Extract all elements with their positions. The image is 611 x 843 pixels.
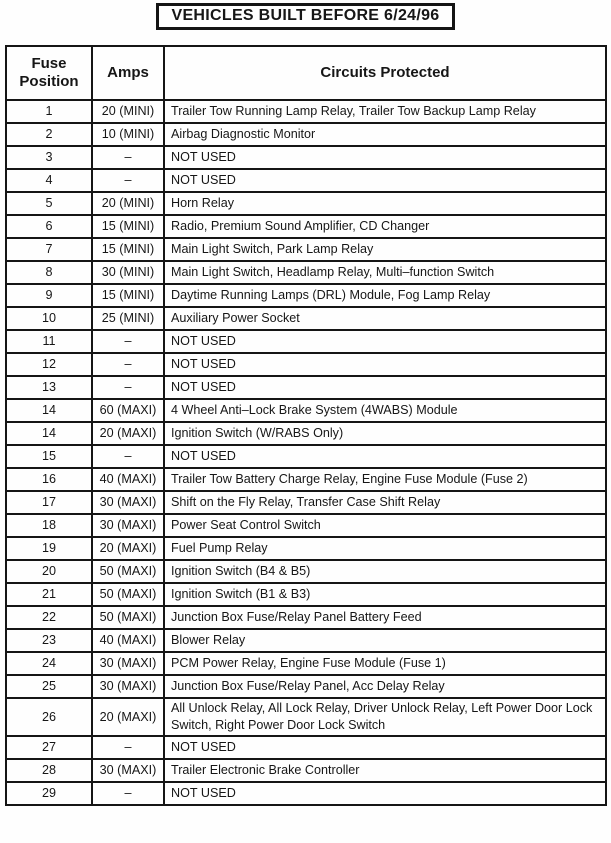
circuits-cell: Trailer Tow Battery Charge Relay, Engine Fuse Module (Fuse 2) (164, 468, 606, 491)
table-row (6, 330, 606, 353)
circuits-cell: Power Seat Control Switch (164, 514, 606, 537)
circuits-cell: Trailer Electronic Brake Controller (164, 759, 606, 782)
amps-cell: 15 (MINI) (92, 238, 164, 261)
fuse-position-cell: 22 (6, 606, 92, 629)
table-row (6, 146, 606, 169)
fuse-position-cell: 21 (6, 583, 92, 606)
amps-cell: 50 (MAXI) (92, 583, 164, 606)
circuits-cell: Radio, Premium Sound Amplifier, CD Changer (164, 215, 606, 238)
fuse-position-cell: 6 (6, 215, 92, 238)
table-row (6, 445, 606, 468)
fuse-table-body (6, 100, 606, 805)
page-title: VEHICLES BUILT BEFORE 6/24/96 (156, 3, 454, 30)
amps-cell: – (92, 376, 164, 399)
table-row (6, 353, 606, 376)
fuse-position-cell: 25 (6, 675, 92, 698)
circuits-cell: Airbag Diagnostic Monitor (164, 123, 606, 146)
fuse-position-cell: 2 (6, 123, 92, 146)
amps-cell: 50 (MAXI) (92, 560, 164, 583)
circuits-cell: Main Light Switch, Headlamp Relay, Multi–function Switch (164, 261, 606, 284)
amps-cell: 30 (MAXI) (92, 759, 164, 782)
amps-cell: – (92, 782, 164, 805)
table-row (6, 307, 606, 330)
circuits-cell: Main Light Switch, Park Lamp Relay (164, 238, 606, 261)
fuse-position-cell: 7 (6, 238, 92, 261)
circuits-cell: NOT USED (164, 353, 606, 376)
amps-cell: 30 (MINI) (92, 261, 164, 284)
fuse-position-cell: 23 (6, 629, 92, 652)
circuits-cell: NOT USED (164, 146, 606, 169)
circuits-cell: Ignition Switch (B4 & B5) (164, 560, 606, 583)
fuse-position-cell: 15 (6, 445, 92, 468)
table-row (6, 284, 606, 307)
table-row (6, 192, 606, 215)
amps-cell: 15 (MINI) (92, 284, 164, 307)
circuits-cell: Trailer Tow Running Lamp Relay, Trailer Tow Backup Lamp Relay (164, 100, 606, 123)
table-row (6, 514, 606, 537)
table-row (6, 652, 606, 675)
fuse-position-cell: 24 (6, 652, 92, 675)
circuits-cell: Auxiliary Power Socket (164, 307, 606, 330)
fuse-position-cell: 29 (6, 782, 92, 805)
fuse-position-cell: 13 (6, 376, 92, 399)
table-row (6, 782, 606, 805)
fuse-table (5, 45, 607, 806)
amps-cell: 25 (MINI) (92, 307, 164, 330)
table-row (6, 468, 606, 491)
amps-cell: 20 (MAXI) (92, 422, 164, 445)
fuse-position-cell: 10 (6, 307, 92, 330)
amps-cell: 40 (MAXI) (92, 629, 164, 652)
table-row (6, 606, 606, 629)
amps-cell: 20 (MINI) (92, 100, 164, 123)
table-row (6, 675, 606, 698)
circuits-cell: NOT USED (164, 376, 606, 399)
title-area (0, 0, 611, 30)
table-row (6, 215, 606, 238)
amps-cell: 60 (MAXI) (92, 399, 164, 422)
amps-cell: 15 (MINI) (92, 215, 164, 238)
header-circuits-protected: Circuits Protected (164, 46, 606, 100)
circuits-cell: Fuel Pump Relay (164, 537, 606, 560)
circuits-cell: All Unlock Relay, All Lock Relay, Driver Unlock Relay, Left Power Door Lock Switch, Right Power Door Lock Switch (164, 698, 606, 736)
fuse-position-cell: 14 (6, 422, 92, 445)
header-fuse-position: Fuse Position (6, 46, 92, 100)
table-row (6, 123, 606, 146)
table-row (6, 698, 606, 736)
fuse-position-cell: 9 (6, 284, 92, 307)
fuse-position-cell: 28 (6, 759, 92, 782)
fuse-table-header (6, 46, 606, 100)
fuse-position-cell: 1 (6, 100, 92, 123)
amps-cell: 20 (MAXI) (92, 698, 164, 736)
circuits-cell: Junction Box Fuse/Relay Panel, Acc Delay Relay (164, 675, 606, 698)
table-row (6, 238, 606, 261)
amps-cell: 50 (MAXI) (92, 606, 164, 629)
table-row (6, 560, 606, 583)
circuits-cell: PCM Power Relay, Engine Fuse Module (Fuse 1) (164, 652, 606, 675)
fuse-position-cell: 18 (6, 514, 92, 537)
circuits-cell: Daytime Running Lamps (DRL) Module, Fog Lamp Relay (164, 284, 606, 307)
table-row (6, 629, 606, 652)
amps-cell: – (92, 330, 164, 353)
table-row (6, 399, 606, 422)
fuse-position-cell: 4 (6, 169, 92, 192)
circuits-cell: NOT USED (164, 782, 606, 805)
table-row (6, 537, 606, 560)
amps-cell: – (92, 146, 164, 169)
circuits-cell: NOT USED (164, 445, 606, 468)
amps-cell: – (92, 353, 164, 376)
table-row (6, 491, 606, 514)
fuse-position-cell: 26 (6, 698, 92, 736)
amps-cell: – (92, 169, 164, 192)
circuits-cell: Junction Box Fuse/Relay Panel Battery Feed (164, 606, 606, 629)
circuits-cell: Ignition Switch (W/RABS Only) (164, 422, 606, 445)
circuits-cell: Ignition Switch (B1 & B3) (164, 583, 606, 606)
header-row (6, 46, 606, 100)
amps-cell: 30 (MAXI) (92, 491, 164, 514)
amps-cell: 20 (MINI) (92, 192, 164, 215)
amps-cell: 30 (MAXI) (92, 675, 164, 698)
amps-cell: 20 (MAXI) (92, 537, 164, 560)
circuits-cell: 4 Wheel Anti–Lock Brake System (4WABS) Module (164, 399, 606, 422)
circuits-cell: NOT USED (164, 736, 606, 759)
table-row (6, 736, 606, 759)
circuits-cell: Blower Relay (164, 629, 606, 652)
table-row (6, 422, 606, 445)
fuse-position-cell: 16 (6, 468, 92, 491)
fuse-position-cell: 5 (6, 192, 92, 215)
fuse-position-cell: 12 (6, 353, 92, 376)
fuse-position-cell: 11 (6, 330, 92, 353)
amps-cell: – (92, 445, 164, 468)
table-row (6, 759, 606, 782)
circuits-cell: Horn Relay (164, 192, 606, 215)
fuse-position-cell: 3 (6, 146, 92, 169)
fuse-position-cell: 20 (6, 560, 92, 583)
circuits-cell: NOT USED (164, 169, 606, 192)
fuse-position-cell: 17 (6, 491, 92, 514)
fuse-position-cell: 8 (6, 261, 92, 284)
header-amps: Amps (92, 46, 164, 100)
table-row (6, 169, 606, 192)
amps-cell: – (92, 736, 164, 759)
circuits-cell: NOT USED (164, 330, 606, 353)
circuits-cell: Shift on the Fly Relay, Transfer Case Shift Relay (164, 491, 606, 514)
fuse-position-cell: 19 (6, 537, 92, 560)
table-row (6, 261, 606, 284)
amps-cell: 30 (MAXI) (92, 514, 164, 537)
table-row (6, 376, 606, 399)
amps-cell: 10 (MINI) (92, 123, 164, 146)
fuse-position-cell: 27 (6, 736, 92, 759)
amps-cell: 40 (MAXI) (92, 468, 164, 491)
fuse-position-cell: 14 (6, 399, 92, 422)
table-row (6, 100, 606, 123)
amps-cell: 30 (MAXI) (92, 652, 164, 675)
table-row (6, 583, 606, 606)
